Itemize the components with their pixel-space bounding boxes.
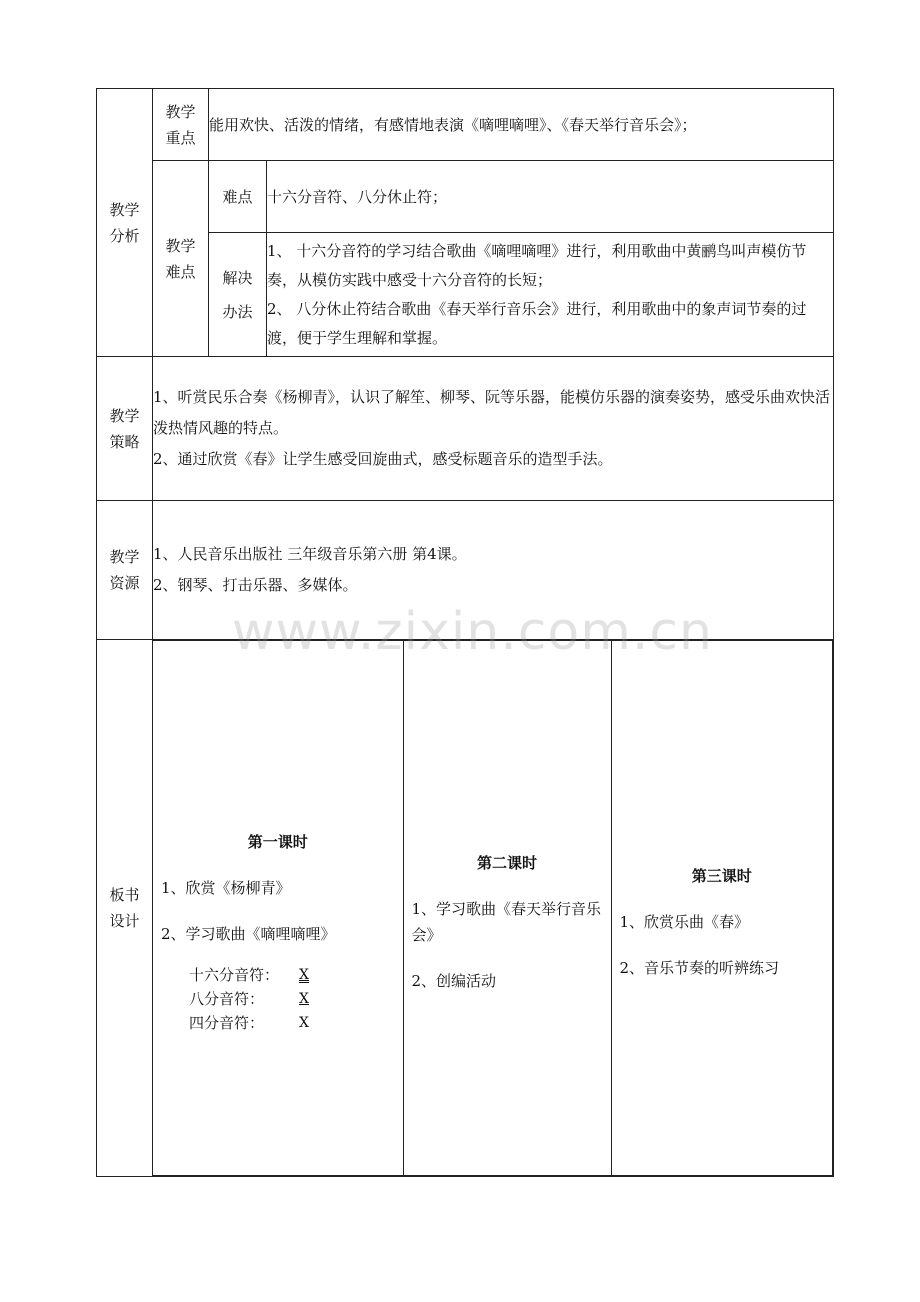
resources-label-cell [97,501,153,640]
resources-text-cell [153,501,834,640]
key-label-cell [153,89,209,161]
resources-row [97,501,834,640]
resources-line-1: 1、人民音乐出版社 三年级音乐第六册 第4课。 [153,545,467,563]
eighth-note-symbol: X [299,991,309,1007]
difficulty-text-cell [267,161,834,233]
solution-text-cell [267,233,834,357]
strategy-label: 教学策略 [109,406,140,451]
lesson-1-item-2: 2、学习歌曲《嘀哩嘀哩》 [161,925,336,943]
strategy-row [97,357,834,501]
key-label: 教学重点 [165,102,196,147]
analysis-label-cell [97,89,153,357]
solution-line-1: 1、 十六分音符的学习结合歌曲《嘀哩嘀哩》进行，利用歌曲中黄鹂鸟叫声模仿节奏，从模仿实践中感受十六分音符的长短； [267,241,807,289]
sixteenth-note-symbol: X [299,967,309,983]
lesson-1-item-1: 1、欣赏《杨柳青》 [161,879,291,897]
note-row-sixteenth: 十六分音符： X [189,963,403,987]
board-label: 板书设计 [109,886,140,930]
watermark-text: www.zixin.com.cn [232,602,713,662]
difficulty-label: 教学难点 [165,236,196,281]
resources-line-2: 2、钢琴、打击乐器、多媒体。 [153,576,358,594]
lesson-2-column [403,641,611,1176]
quarter-note-symbol: X [299,1015,309,1031]
solution-label: 解决办法 [222,268,253,321]
board-row [97,640,834,1177]
note-values-list [189,963,403,1035]
resources-label: 教学资源 [109,548,140,592]
strategy-label-cell [97,357,153,501]
note-row-eighth: 八分音符： X [189,987,403,1011]
lesson-2-item-2: 2、创编活动 [411,972,497,990]
lesson-2-title: 第二课时 [476,854,537,872]
lesson-plan-table [96,88,834,1177]
strategy-line-2: 2、通过欣赏《春》让学生感受回旋曲式，感受标题音乐的造型手法。 [153,450,613,468]
key-text-cell [209,89,834,161]
strategy-line-1: 1、听赏民乐合奏《杨柳青》，认识了解笙、柳琴、阮等乐器，能模仿乐器的演奏姿势，感受乐曲欢快活泼热情风趣的特点。 [153,388,831,437]
difficulty-row [97,161,834,233]
difficulty-text: 十六分音符、八分休止符； [267,187,448,206]
solution-label-cell [209,233,267,357]
strategy-text-cell [153,357,834,501]
lesson-3-title: 第三课时 [691,867,752,885]
analysis-label: 教学分析 [109,200,140,245]
lesson-1-column [153,641,403,1176]
lesson-3-item-1: 1、欣赏乐曲《春》 [619,913,750,931]
difficulty-sub-label: 难点 [222,187,253,206]
solution-line-2: 2、 八分休止符结合歌曲《春天举行音乐会》进行，利用歌曲中的象声词节奏的过渡，便于学生理解和掌握。 [267,299,807,347]
key-point-row [97,89,834,161]
note-row-quarter: 四分音符： X [189,1011,403,1035]
lesson-3-column [611,641,833,1176]
lesson-1-title: 第一课时 [247,833,308,851]
lesson-3-item-2: 2、音乐节奏的听辨练习 [619,959,780,977]
difficulty-label-cell [153,161,209,357]
board-content-cell [153,640,834,1177]
lessons-table [153,640,833,1176]
board-label-cell [97,640,153,1177]
difficulty-sub-label-cell [209,161,267,233]
key-text: 能用欢快、活泼的情绪，有感情地表演《嘀哩嘀哩》、《春天举行音乐会》； [209,115,697,134]
lesson-2-item-1: 1、学习歌曲《春天举行音乐会》 [411,900,602,944]
